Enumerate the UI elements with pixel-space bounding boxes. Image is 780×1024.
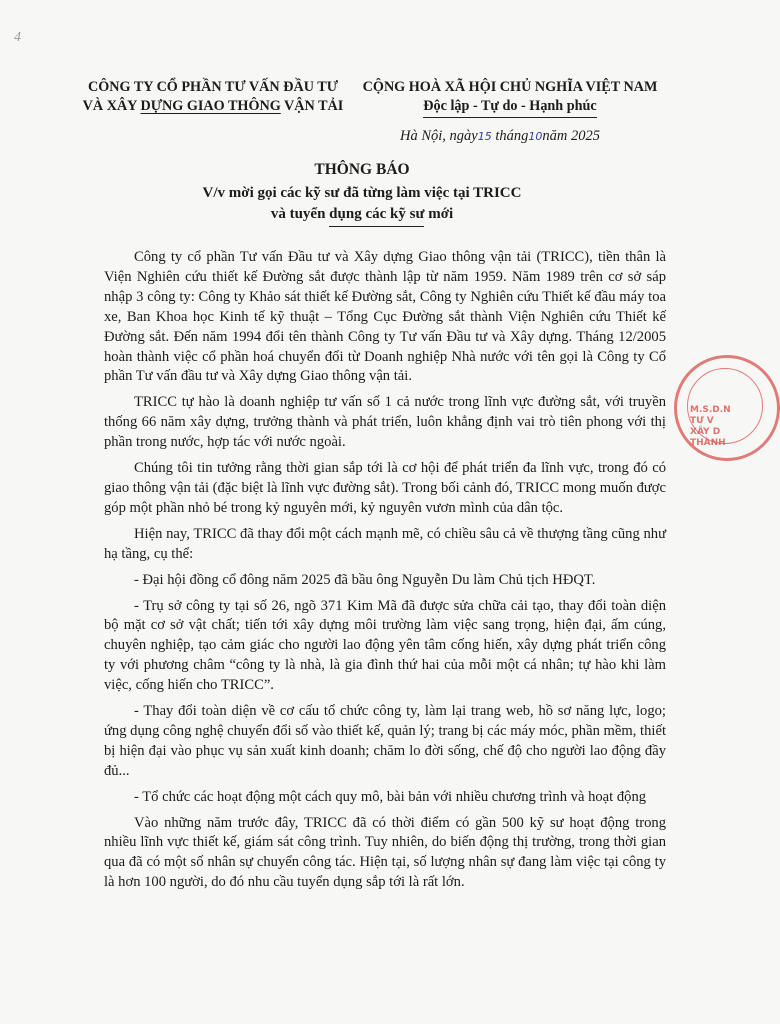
subtitle-line1: V/v mời gọi các kỹ sư đã từng làm việc tại TRICC bbox=[202, 185, 522, 201]
bullet-headquarters: - Trụ sở công ty tại số 26, ngõ 371 Kim Mã đã được sửa chữa cải tạo, thay đổi toàn diện bộ mặt cơ sở vật chất; tiến tới xây dựng môi trường làm việc sang trọng, hiện đại, ấm cúng, chuyên nghiệp, tạo cảm giác cho người lao động yên tâm cống hiến, xây dựng phát triển công ty với phương châm “công ty là nhà, là gia đình thứ hai của mỗi một cá nhân; tự hào khi làm việc, cống hiến cho TRICC”. bbox=[104, 597, 666, 694]
seal-text-line4: THÀNH bbox=[690, 438, 726, 448]
bullet-restructure: - Thay đổi toàn diện về cơ cấu tổ chức công ty, làm lại trang web, hồ sơ năng lực, logo; ứng dụng công nghệ chuyển đổi số vào thiết kế, quản lý; trang bị các máy móc, phần mềm, thiết bị hiện đại vào phục vụ sản xuất kinh doanh; chăm lo đời sống, chế độ cho người lao động đầy đủ... bbox=[104, 703, 666, 779]
document-subtitle bbox=[0, 183, 724, 227]
company-name-line2 bbox=[68, 97, 358, 116]
date-day: 15 bbox=[477, 130, 492, 143]
national-title: CỘNG HOÀ XÃ HỘI CHỦ NGHĨA VIỆT NAM bbox=[362, 79, 658, 95]
company-name-line2-pre: VÀ XÂY bbox=[82, 98, 141, 114]
date-mid: tháng bbox=[495, 128, 529, 144]
subtitle-line2-underlined: dụng các kỹ sư bbox=[329, 204, 424, 227]
paragraph-history: Công ty cổ phần Tư vấn Đầu tư và Xây dựng Giao thông vận tải (TRICC), tiền thân là Viện Nghiên cứu thiết kế Đường sắt được thành lập từ năm 1959. Năm 1989 trên cơ sở sáp nhập 3 công ty: Công ty Khảo sát thiết kế Đường sắt, Công ty Nghiên cứu Thiết kế đầu máy toa xe, Ban Khoa học Kinh tế kỹ thuật – Tổng Cục Đường sắt thành Viện Nghiên cứu Thiết kế Đường sắt. Đến năm 1994 đổi tên thành Công ty Tư vấn Đầu tư và Xây dựng. Tháng 12/2005 hoàn thành việc cổ phần hoá chuyển đổi từ Doanh nghiệp Nhà nước với tên gọi là Công ty Cổ phần Tư vấn đầu tư và Xây dựng Giao thông vận tải. bbox=[104, 249, 666, 385]
corner-handwritten-mark: 4 bbox=[14, 30, 21, 45]
date-month: 10 bbox=[528, 130, 543, 143]
seal-text bbox=[690, 405, 730, 449]
paragraph-recruitment: Vào những năm trước đây, TRICC đã có thời điểm có gần 500 kỹ sư hoạt động trong nhiều lĩnh vực thiết kế, giám sát công trình. Tuy nhiên, do biến động thị trường, trong thời gian qua đã có một số nhân sự chuyển công tác. Hiện tại, số lượng nhân sự đang làm việc tại công ty là hơn 100 người, do đó nhu cầu tuyển dụng sắp tới là rất lớn. bbox=[104, 814, 666, 891]
national-header bbox=[360, 78, 660, 118]
bullet-activities: - Tổ chức các hoạt động một cách quy mô, bài bản với nhiều chương trình và hoạt động bbox=[134, 788, 647, 805]
document-date bbox=[400, 128, 640, 145]
company-name-line2-post: VẬN TẢI bbox=[280, 98, 344, 114]
seal-text-line2: TƯ V bbox=[690, 416, 714, 426]
company-header bbox=[68, 78, 358, 116]
date-suffix: năm 2025 bbox=[542, 128, 600, 144]
subtitle-line2-post: mới bbox=[424, 206, 454, 222]
document-title: THÔNG BÁO bbox=[314, 161, 410, 178]
seal-text-line1: M.S.D.N bbox=[690, 405, 731, 415]
national-motto: Độc lập - Tự do - Hạnh phúc bbox=[423, 97, 596, 118]
subtitle-line2-pre: và tuyển bbox=[270, 206, 330, 222]
paragraph-belief: Chúng tôi tin tưởng rằng thời gian sắp tới là cơ hội để phát triển đa lĩnh vực, trong đó có giao thông vận tải (đặc biệt là lĩnh vực đường sắt). Trong bối cảnh đó, TRICC mong muốn được góp một phần nhỏ bé trong kỷ nguyên mới, kỷ nguyên vươn mình của dân tộc. bbox=[104, 460, 666, 516]
paragraph-pride: TRICC tự hào là doanh nghiệp tư vấn số 1 cả nước trong lĩnh vực đường sắt, với truyền thống 66 năm xây dựng, trưởng thành và phát triển, luôn khẳng định vai trò tiên phong với thị phần trong nước, hợp tác với nước ngoài. bbox=[104, 394, 666, 451]
bullet-shareholders: - Đại hội đồng cổ đông năm 2025 đã bầu ông Nguyễn Du làm Chủ tịch HĐQT. bbox=[134, 571, 596, 588]
subtitle-line2 bbox=[0, 204, 724, 227]
document-body bbox=[104, 248, 666, 899]
company-name-line1: CÔNG TY CỔ PHẦN TƯ VẤN ĐẦU TƯ bbox=[87, 79, 338, 95]
paragraph-changes-intro: Hiện nay, TRICC đã thay đổi một cách mạnh mẽ, có chiều sâu cả về thượng tầng cũng như hạ tầng, cụ thể: bbox=[104, 525, 666, 562]
date-prefix: Hà Nội, ngày bbox=[400, 128, 478, 144]
company-name-line2-underlined: DỰNG GIAO THÔNG bbox=[140, 98, 281, 114]
seal-text-line3: XÂY D bbox=[690, 427, 721, 437]
